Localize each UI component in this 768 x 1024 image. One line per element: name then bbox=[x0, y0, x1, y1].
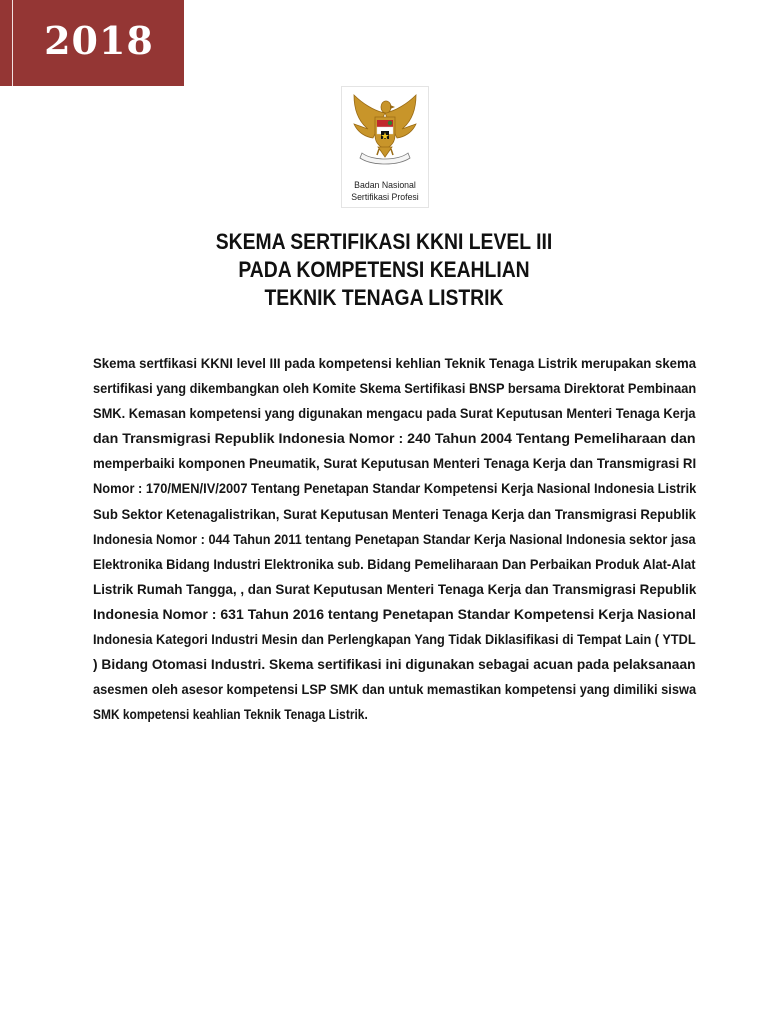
paragraph-line: memperbaiki komponen Pneumatik, Surat Keputusan Menteri Tenaga Kerja dan Transmigrasi RI bbox=[93, 456, 697, 472]
document-title bbox=[54, 228, 714, 312]
logo-caption-line-1: Badan Nasional bbox=[354, 180, 416, 191]
garuda-emblem-icon bbox=[348, 91, 422, 171]
paragraph-line: Skema sertfikasi KKNI level III pada kompetensi kehlian Teknik Tenaga Listrik merupakan skema bbox=[93, 356, 697, 371]
paragraph-line: dan Transmigrasi Republik Indonesia Nomor : 240 Tahun 2004 Tentang Pemeliharaan dan bbox=[93, 431, 696, 447]
paragraph-line: Listrik Rumah Tangga, , dan Surat Keputusan Menteri Tenaga Kerja dan Transmigrasi Republik bbox=[93, 581, 697, 597]
paragraph-line: ) Bidang Otomasi Industri. Skema sertifikasi ini digunakan sebagai acuan pada pelaksanaan bbox=[93, 657, 696, 673]
bnsp-logo bbox=[341, 86, 429, 208]
description-paragraph bbox=[93, 351, 696, 727]
paragraph-line: Indonesia Nomor : 631 Tahun 2016 tentang Penetapan Standar Kompetensi Kerja Nasional bbox=[93, 606, 696, 622]
paragraph-line: Elektronika Bidang Industri Elektronika sub. Bidang Pemeliharaan Dan Perbaikan Produk Alat-Alat bbox=[93, 556, 696, 572]
title-line-3: TEKNIK TENAGA LISTRIK bbox=[264, 285, 504, 310]
logo-caption-line-2: Sertifikasi Profesi bbox=[351, 192, 419, 203]
paragraph-line: Indonesia Nomor : 044 Tahun 2011 tentang Penetapan Standar Kerja Nasional Indonesia sektor jasa bbox=[93, 531, 696, 547]
paragraph-line: Indonesia Kategori Industri Mesin dan Perlengkapan Yang Tidak Diklasifikasi di Tempat Lain ( YTDL bbox=[93, 632, 696, 648]
paragraph-line: asesmen oleh asesor kompetensi LSP SMK dan untuk memastikan kompetensi yang dimiliki siswa bbox=[93, 682, 697, 698]
year-banner bbox=[0, 0, 184, 86]
paragraph-line: sertifikasi yang dikembangkan oleh Komite Skema Sertifikasi BNSP bersama Direktorat Pembinaan bbox=[93, 381, 697, 397]
logo-caption bbox=[345, 180, 424, 204]
title-line-1: SKEMA SERTIFIKASI KKNI LEVEL III bbox=[215, 229, 553, 254]
paragraph-line: Nomor : 170/MEN/IV/2007 Tentang Penetapan Standar Kompetensi Kerja Nasional Indonesia Listrik bbox=[93, 481, 697, 497]
paragraph-line: SMK. Kemasan kompetensi yang digunakan mengacu pada Surat Keputusan Menteri Tenaga Kerja bbox=[93, 406, 696, 422]
title-line-2: PADA KOMPETENSI KEAHLIAN bbox=[238, 257, 530, 282]
paragraph-line: Sub Sektor Ketenagalistrikan, Surat Keputusan Menteri Tenaga Kerja dan Transmigrasi Republik bbox=[93, 506, 696, 522]
year-label: 2018 bbox=[44, 18, 154, 63]
paragraph-line: SMK kompetensi keahlian Teknik Tenaga Listrik. bbox=[93, 707, 368, 723]
banner-divider bbox=[12, 0, 13, 86]
